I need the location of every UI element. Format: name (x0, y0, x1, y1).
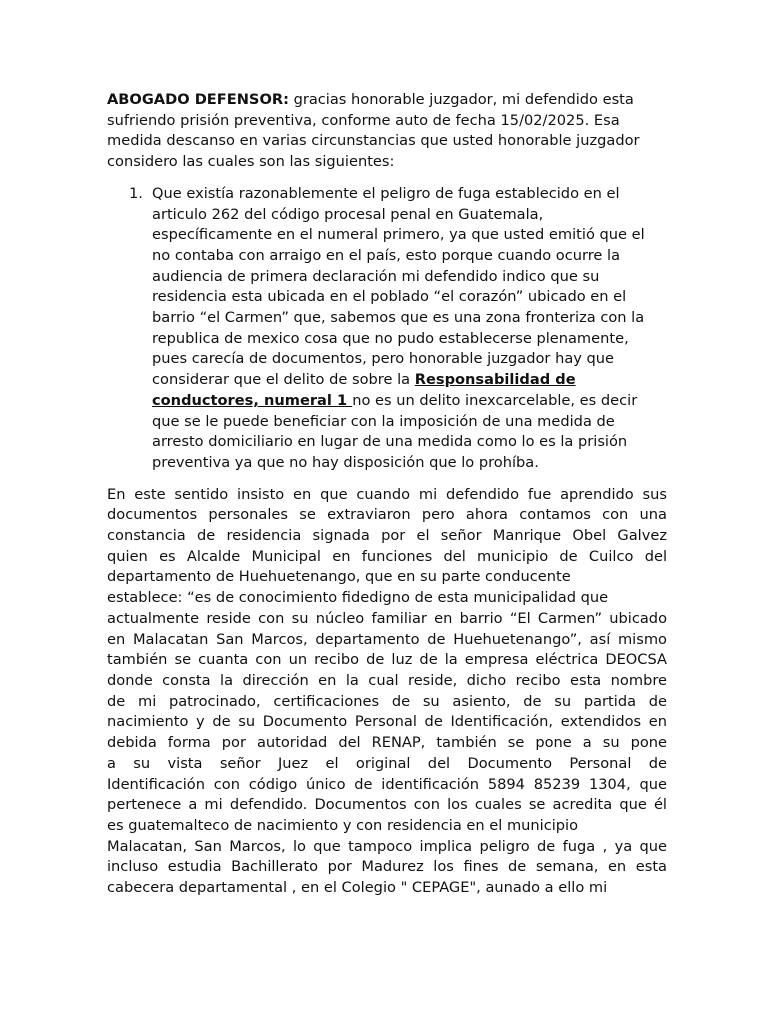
list-item-text-after: no es un delito inexcarcelable, es decir que se le puede beneficiar con la imposición de una medida de arresto domiciliario en lugar de una medida como lo es la prisión preventiva ya que no hay disposición que lo prohíba. (152, 391, 638, 471)
body-line: En este sentido insisto en que cuando mi defendido fue aprendido sus (107, 485, 667, 503)
document-page (107, 90, 667, 899)
body-line: donde consta la dirección en la cual reside, dicho recibo esta nombre (107, 671, 667, 689)
numbered-list (107, 184, 667, 474)
body-line: también se cuanta con un recibo de luz de la empresa eléctrica DEOCSA (107, 651, 667, 669)
body-line: a su vista señor Juez el original del Documento Personal de (107, 754, 667, 772)
list-item (107, 184, 667, 474)
body-line: establece: “es de conocimiento fidedigno de esta municipalidad que (107, 589, 609, 607)
body-line: documentos personales se extraviaron pero ahora contamos con una (107, 506, 667, 524)
body-line: Malacatan, San Marcos, lo que tampoco implica peligro de fuga , ya que (107, 837, 667, 855)
speaker-label: ABOGADO DEFENSOR: (107, 91, 289, 108)
body-line: Identificación con código único de identificación 5894 85239 1304, que (107, 775, 667, 793)
body-line: de mi patrocinado, certificaciones de su asiento, de su partida de (107, 692, 667, 710)
body-line: debida forma por autoridad del RENAP, también se pone a su pone (107, 734, 667, 752)
body-line: departamento de Huehuetenango, que en su parte conducente (107, 568, 571, 586)
body-line: incluso estudia Bachillerato por Madurez los fines de semana, en esta (107, 858, 667, 876)
body-line: cabecera departamental , en el Colegio " CEPAGE", aunado a ello mi (107, 879, 608, 897)
body-paragraph (107, 485, 667, 899)
body-line: constancia de residencia signada por el señor Manrique Obel Galvez (107, 527, 667, 545)
body-line: quien es Alcalde Municipal en funciones del municipio de Cuilco del (107, 547, 667, 565)
body-line: pertenece a mi defendido. Documentos con los cuales se acredita que él (107, 796, 667, 814)
list-item-number: 1. (129, 184, 143, 202)
intro-text: gracias honorable juzgador, mi defendido esta sufriendo prisión preventiva, conforme auto de fecha 15/02/2025. Esa medida descanso en varias circunstancias que usted honorable juzgador considero las cuales son las siguientes: (107, 91, 640, 171)
body-line: nacimiento y de su Documento Personal de Identificación, extendidos en (107, 713, 667, 731)
intro-paragraph (107, 90, 667, 173)
list-item-text-before: Que existía razonablemente el peligro de fuga establecido en el articulo 262 del código procesal penal en Guatemala, específicamente en el numeral primero, ya que usted emitió que el no contaba con arraigo en el país, esto porque cuando ocurre la audiencia de primera declaración mi defendido indico que su residencia esta ubicada en el poblado “el corazón” ubicado en el barrio “el Carmen” que, sabemos que es una zona fronteriza con la republica de mexico cosa que no pudo establecerse plenamente, pues carecía de documentos, pero honorable juzgador hay que considerar que el delito de sobre la (152, 184, 645, 389)
body-line: actualmente reside con su núcleo familiar en barrio “El Carmen” ubicado (107, 609, 667, 627)
list-item-emphasis: Responsabilidad de conductores, numeral 1 (152, 371, 576, 409)
body-line: en Malacatan San Marcos, departamento de Huehuetenango”, así mismo (107, 630, 667, 648)
body-line: es guatemalteco de nacimiento y con residencia en el municipio (107, 816, 579, 834)
